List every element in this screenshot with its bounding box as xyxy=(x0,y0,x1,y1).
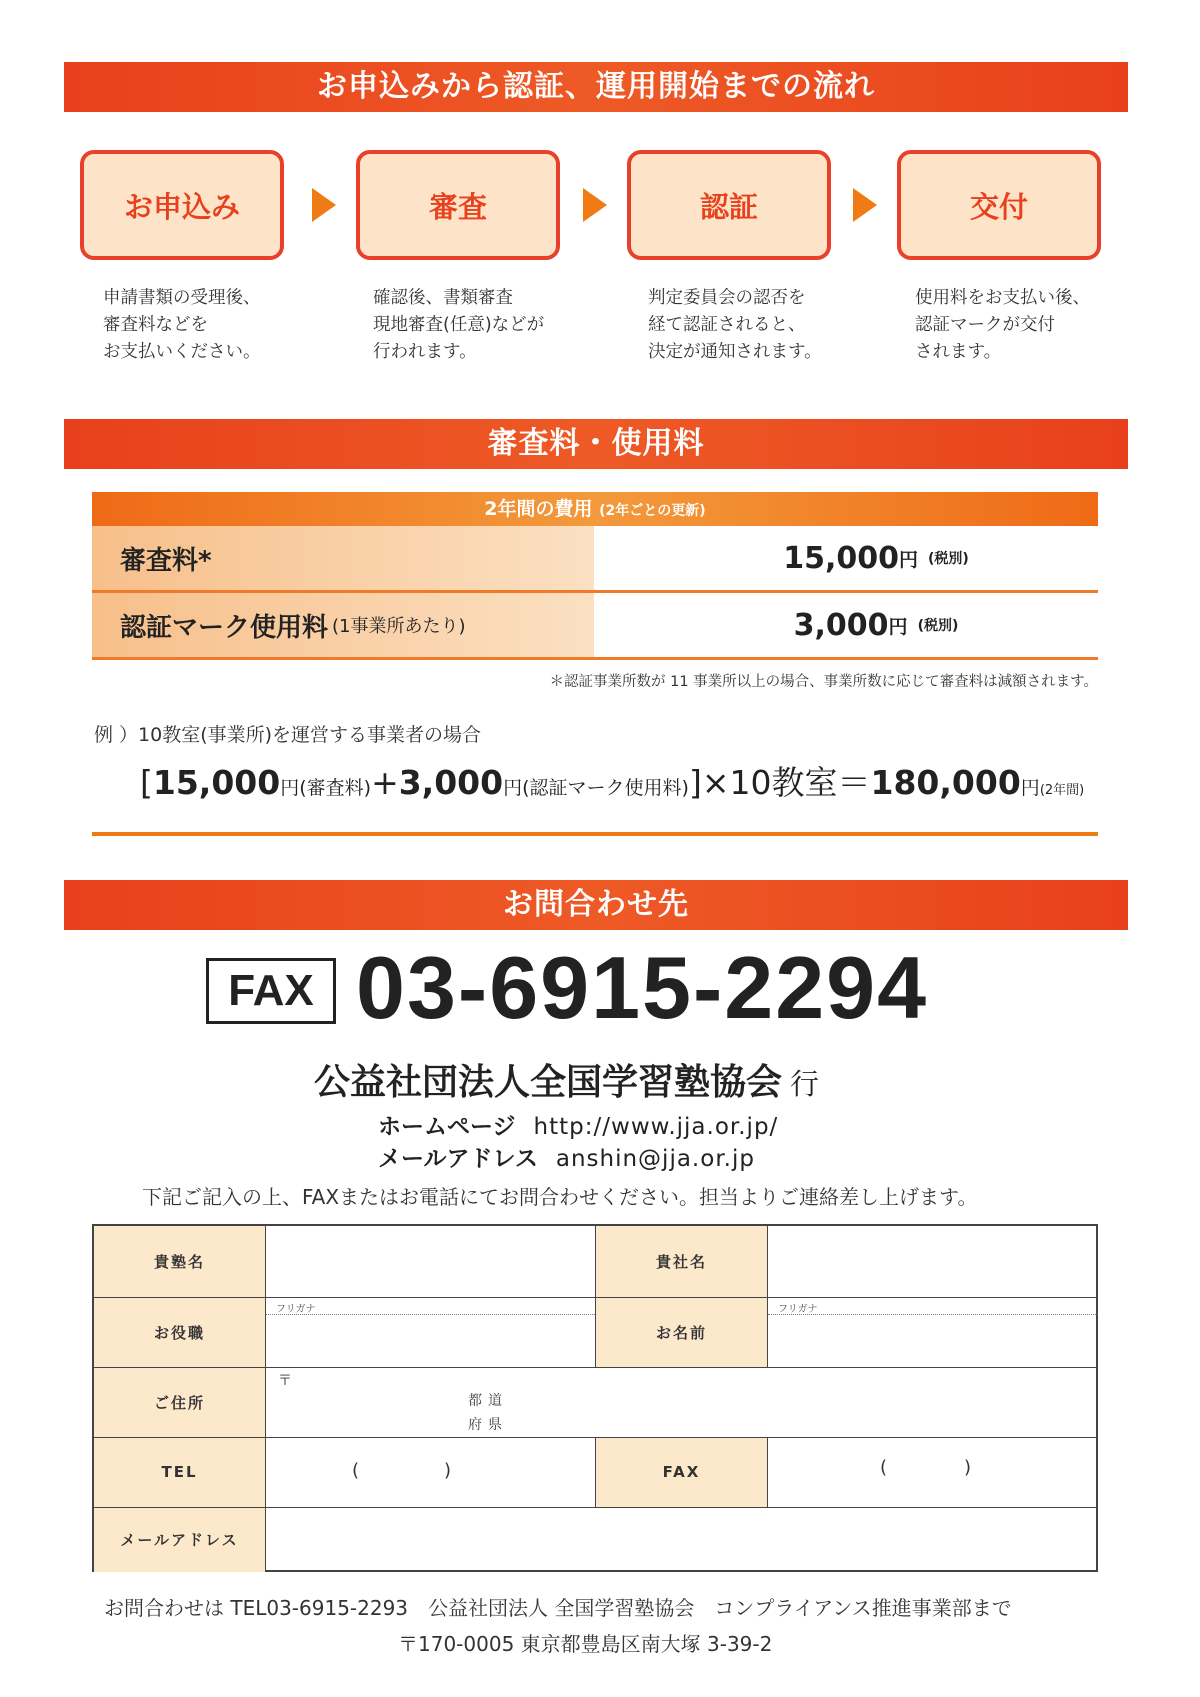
email-link[interactable]: anshin@jja.or.jp xyxy=(555,1146,755,1172)
form-divider xyxy=(595,1437,596,1507)
email-label: メールアドレス xyxy=(378,1146,538,1172)
organization-name xyxy=(314,1054,819,1105)
arrow-right-icon xyxy=(853,188,877,222)
step-label: 交付 xyxy=(969,189,1028,224)
homepage-line xyxy=(378,1108,778,1141)
desc-line: 経て認証されると、 xyxy=(648,315,806,335)
fee-table-header xyxy=(92,492,1098,526)
desc-line: お支払いください。 xyxy=(103,342,261,362)
desc-line: 申請書類の受理後、 xyxy=(103,288,261,308)
homepage-link[interactable]: http://www.jja.or.jp/ xyxy=(533,1114,779,1140)
furigana-label: フリガナ xyxy=(778,1304,818,1315)
desc-line: 現地審査(任意)などが xyxy=(373,315,545,335)
step-label: お申込み xyxy=(123,189,240,224)
form-divider xyxy=(94,1367,1098,1368)
fee-table xyxy=(92,492,1098,660)
label-tel: TEL xyxy=(94,1437,265,1507)
example-review-fee: 15,000 xyxy=(152,763,281,802)
address-input[interactable] xyxy=(266,1367,1098,1437)
fee-row-mark xyxy=(92,593,1098,660)
fee-value xyxy=(594,593,1098,657)
furigana-line xyxy=(266,1314,595,1315)
fee-tax: (税別) xyxy=(917,618,959,634)
fees-banner xyxy=(64,419,1128,469)
step-label: 審査 xyxy=(428,189,487,224)
email-input[interactable] xyxy=(266,1507,1098,1572)
contact-title: お問合わせ先 xyxy=(503,887,689,922)
fee-label-note: (1事業所あたり) xyxy=(332,616,466,637)
footer-address: 〒170-0005 東京都豊島区南大塚 3-39-2 xyxy=(398,1632,773,1656)
fax-number: 03-6915-2294 xyxy=(356,938,929,1037)
label-position: お役職 xyxy=(94,1297,265,1367)
fees-title: 審査料・使用料 xyxy=(487,426,705,461)
step-box-review xyxy=(356,150,560,260)
example-formula xyxy=(140,757,1084,804)
fee-row-review xyxy=(92,526,1098,593)
label-name: お名前 xyxy=(596,1297,767,1367)
example-mark-fee: 3,000 xyxy=(398,763,504,802)
flow-title: お申込みから認証、運用開始までの流れ xyxy=(317,69,875,104)
fee-label-text: 認証マーク使用料 xyxy=(120,612,329,643)
tel-area-close: ) xyxy=(444,1460,452,1481)
footer-contact: お問合わせは TEL03-6915-2293 公益社団法人 全国学習塾協会 コンプライアンス推進事業部まで xyxy=(104,1596,1012,1620)
company-name-input[interactable] xyxy=(768,1226,1098,1297)
desc-line: 判定委員会の認否を xyxy=(648,288,806,308)
form-divider xyxy=(767,1437,768,1507)
step-description-apply xyxy=(103,285,333,366)
prefecture-to-do: 都道 xyxy=(468,1393,508,1409)
example-equals: ＝ xyxy=(837,763,871,802)
step-box-certify xyxy=(627,150,831,260)
org-text: 公益社団法人全国学習塾協会 xyxy=(314,1062,783,1103)
fee-value xyxy=(594,526,1098,590)
fax-area-open: ( xyxy=(880,1457,888,1478)
fee-tax: (税別) xyxy=(928,551,969,567)
fax-input[interactable] xyxy=(768,1437,1098,1507)
form-divider xyxy=(94,1507,1098,1508)
step-description-review xyxy=(373,285,603,366)
email-line xyxy=(378,1140,755,1173)
bracket-open: [ xyxy=(140,763,153,802)
juku-name-input[interactable] xyxy=(266,1226,595,1297)
fee-label xyxy=(92,593,594,657)
fee-amount: 3,000 xyxy=(793,607,889,643)
example-total-note: (2年間) xyxy=(1039,783,1085,798)
form-instruction: 下記ご記入の上、FAXまたはお電話にてお問合わせください。担当よりご連絡差し上げます。 xyxy=(142,1185,978,1209)
homepage-label: ホームページ xyxy=(378,1114,516,1140)
fee-yen: 円 xyxy=(898,548,918,571)
section-divider xyxy=(92,832,1098,836)
org-suffix: 行 xyxy=(790,1067,820,1101)
fee-yen: 円 xyxy=(888,615,908,638)
example-multiplier: ×10教室 xyxy=(701,763,838,802)
arrow-right-icon xyxy=(583,188,607,222)
prefecture-fu-ken: 府県 xyxy=(468,1417,508,1433)
desc-line: 認証マークが交付 xyxy=(915,315,1055,335)
step-description-certify xyxy=(648,285,878,366)
label-company-name: 貴社名 xyxy=(596,1226,767,1297)
desc-line: 行われます。 xyxy=(373,342,477,362)
label-address: ご住所 xyxy=(94,1367,265,1437)
inquiry-form xyxy=(92,1224,1098,1572)
postal-mark: 〒 xyxy=(278,1373,292,1389)
desc-line: 決定が通知されます。 xyxy=(648,342,822,362)
desc-line: 使用料をお支払い後、 xyxy=(915,288,1090,308)
desc-line: されます。 xyxy=(915,342,1002,362)
step-label: 認証 xyxy=(699,189,758,224)
bracket-close: ] xyxy=(688,763,702,802)
example-yen: 円 xyxy=(1020,777,1040,799)
form-divider xyxy=(94,1437,1098,1438)
desc-line: 確認後、書類審査 xyxy=(373,288,513,308)
label-juku-name: 貴塾名 xyxy=(94,1226,265,1297)
furigana-line xyxy=(768,1314,1098,1315)
fee-table-head: 2年間の費用 xyxy=(484,498,593,520)
step-description-issue xyxy=(915,285,1145,366)
desc-line: 審査料などを xyxy=(103,315,208,335)
example-review-note: (審査料) xyxy=(299,777,372,799)
label-email: メールアドレス xyxy=(94,1507,265,1572)
step-box-apply xyxy=(80,150,284,260)
example-yen: 円 xyxy=(280,777,300,799)
furigana-label: フリガナ xyxy=(276,1304,316,1315)
example-yen: 円 xyxy=(503,777,523,799)
fax-area-close: ) xyxy=(964,1457,972,1478)
fee-label-text: 審査料* xyxy=(120,545,212,576)
example-total: 180,000 xyxy=(870,763,1021,802)
contact-banner xyxy=(64,880,1128,930)
fee-label xyxy=(92,526,594,590)
form-divider xyxy=(265,1226,266,1572)
label-fax: FAX xyxy=(596,1437,767,1507)
fee-table-head-note: (2年ごとの更新) xyxy=(599,503,706,519)
example-mark-note: (認証マーク使用料) xyxy=(522,777,689,799)
tel-area-open: ( xyxy=(352,1460,360,1481)
form-divider xyxy=(94,1297,1098,1298)
example-plus: + xyxy=(371,763,399,802)
fax-label-box: FAX xyxy=(206,958,336,1024)
step-box-issue xyxy=(897,150,1101,260)
example-intro: 例 ）10教室(事業所)を運営する事業者の場合 xyxy=(94,724,482,746)
flow-banner xyxy=(64,62,1128,112)
fee-amount: 15,000 xyxy=(783,540,899,576)
fee-footnote: ＊認証事業所数が 11 事業所以上の場合、事業所数に応じて審査料は減額されます。 xyxy=(549,674,1098,690)
tel-input[interactable] xyxy=(266,1437,595,1507)
arrow-right-icon xyxy=(312,188,336,222)
